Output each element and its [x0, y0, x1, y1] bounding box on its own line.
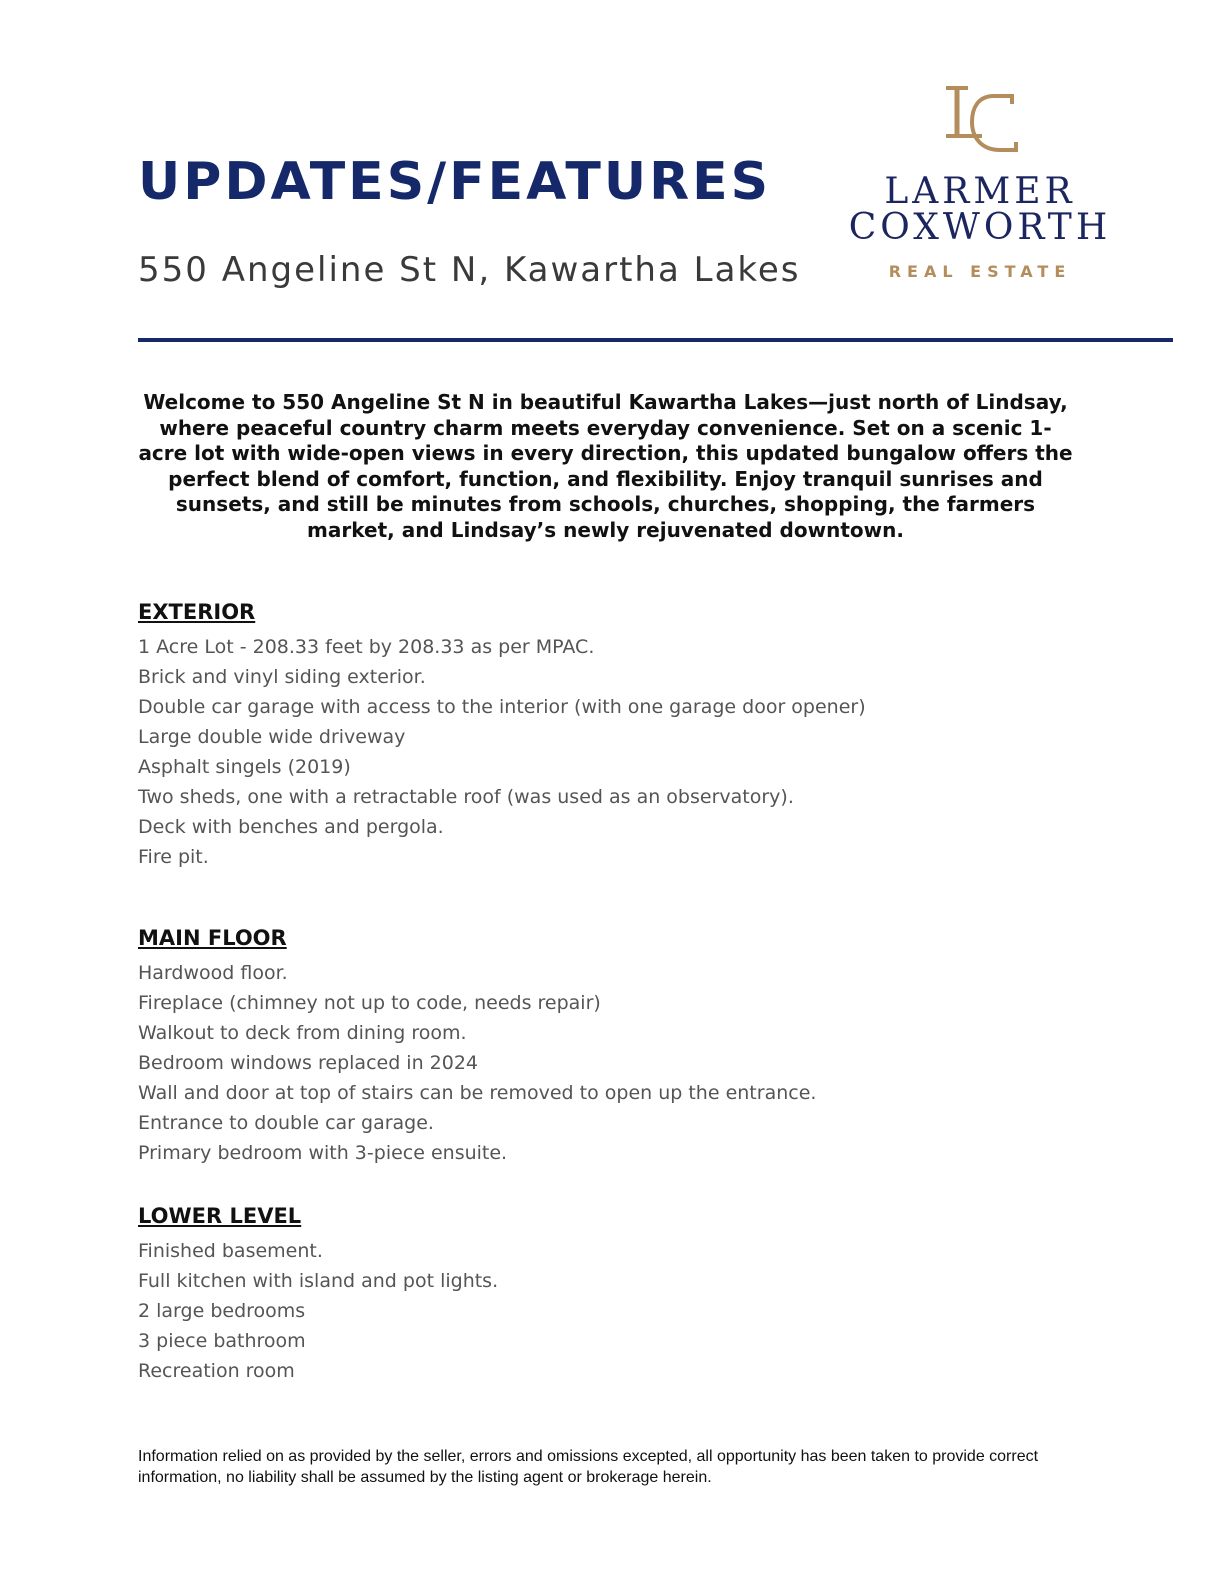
list-item: Large double wide driveway	[138, 726, 406, 748]
list-item: 1 Acre Lot - 208.33 feet by 208.33 as per MPAC.	[138, 636, 595, 658]
list-item: Hardwood floor.	[138, 962, 288, 984]
page-title: UPDATES/FEATURES	[138, 152, 772, 212]
list-item: Full kitchen with island and pot lights.	[138, 1270, 499, 1292]
section-lower-level	[138, 1202, 1088, 1386]
list-item: 3 piece bathroom	[138, 1330, 306, 1352]
logo-text-larmer: LARMER	[884, 171, 1076, 212]
feature-list	[138, 632, 1088, 872]
feature-list	[138, 1236, 1088, 1386]
list-item: Fire pit.	[138, 846, 209, 868]
list-item: Wall and door at top of stairs can be removed to open up the entrance.	[138, 1082, 817, 1104]
intro-paragraph: Welcome to 550 Angeline St N in beautiful Kawartha Lakes—just north of Lindsay, where peaceful country charm meets everyday convenience. Set on a scenic 1-acre lot with wide-open views in every direction, this updated bungalow offers the perfect blend of comfort, function, and flexibility. Enjoy tranquil sunrises and sunsets, and still be minutes from schools, churches, shopping, the farmers market, and Lindsay’s newly rejuvenated downtown.	[138, 390, 1073, 542]
property-address: 550 Angeline St N, Kawartha Lakes	[138, 250, 801, 290]
list-item: Walkout to deck from dining room.	[138, 1022, 467, 1044]
brokerage-logo	[830, 82, 1130, 292]
list-item: Bedroom windows replaced in 2024	[138, 1052, 479, 1074]
list-item: Two sheds, one with a retractable roof (was used as an observatory).	[138, 786, 794, 808]
section-main-floor	[138, 924, 1088, 1168]
section-exterior	[138, 598, 1088, 872]
logo-text-coxworth: COXWORTH	[848, 207, 1112, 248]
list-item: Fireplace (chimney not up to code, needs repair)	[138, 992, 601, 1014]
list-item: Asphalt singels (2019)	[138, 756, 351, 778]
feature-list	[138, 958, 1088, 1168]
list-item: Deck with benches and pergola.	[138, 816, 444, 838]
header-divider	[138, 338, 1173, 342]
list-item: Double car garage with access to the interior (with one garage door opener)	[138, 696, 866, 718]
logo-tagline: REAL ESTATE	[888, 262, 1072, 281]
list-item: Primary bedroom with 3-piece ensuite.	[138, 1142, 508, 1164]
list-item: Entrance to double car garage.	[138, 1112, 434, 1134]
lc-monogram-logo	[938, 82, 1022, 154]
list-item: Recreation room	[138, 1360, 295, 1382]
list-item: Brick and vinyl siding exterior.	[138, 666, 426, 688]
section-title: LOWER LEVEL	[138, 1204, 302, 1228]
section-title: EXTERIOR	[138, 600, 256, 624]
disclaimer-text: Information relied on as provided by the seller, errors and omissions excepted, all opportunity has been taken to provide correct information, no liability shall be assumed by the listing agent or brokerage herein.	[138, 1448, 1039, 1486]
section-title: MAIN FLOOR	[138, 926, 287, 950]
list-item: Finished basement.	[138, 1240, 323, 1262]
list-item: 2 large bedrooms	[138, 1300, 306, 1322]
